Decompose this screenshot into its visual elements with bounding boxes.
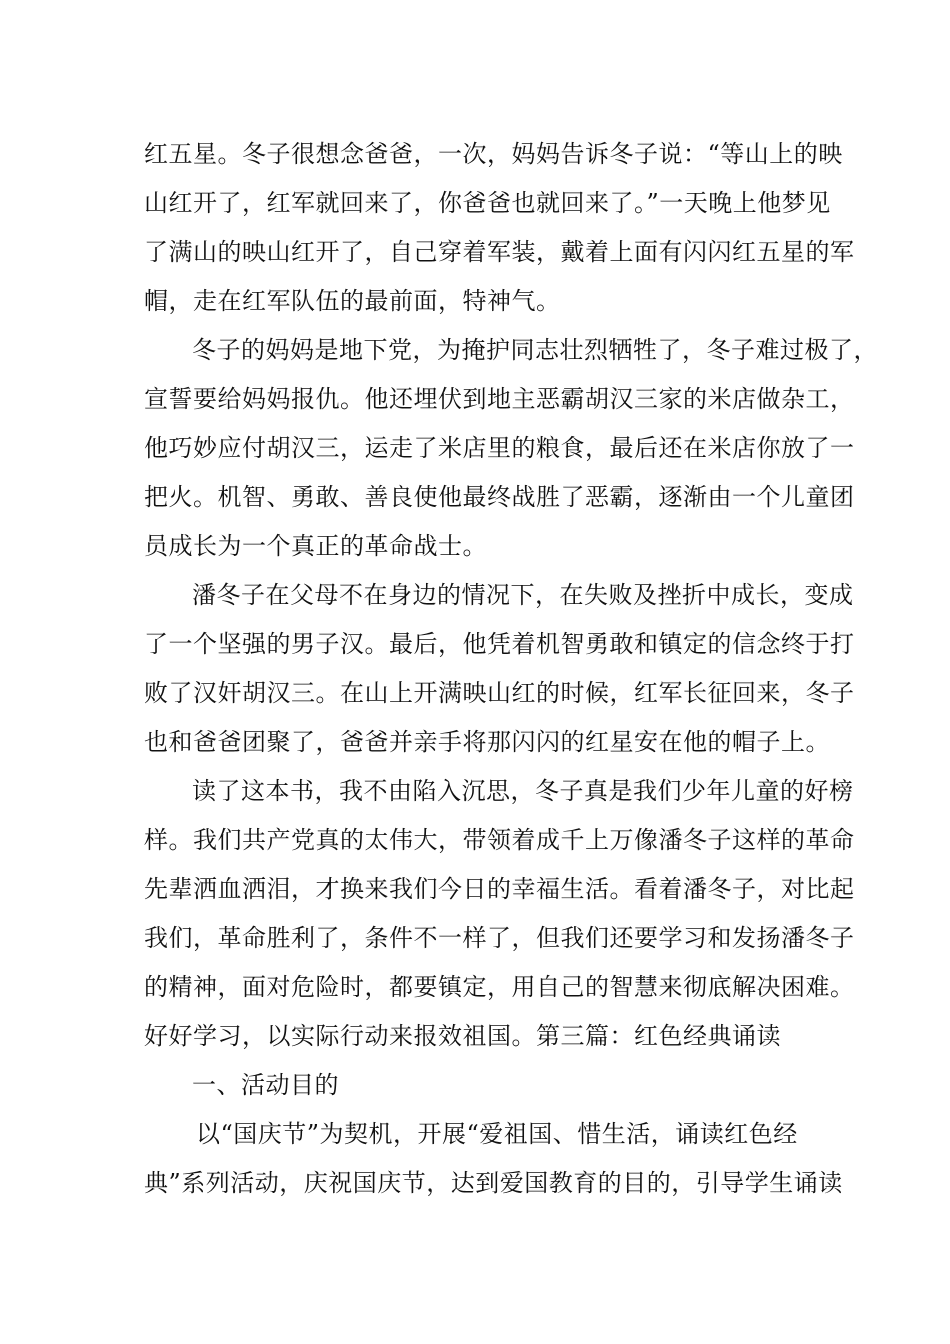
text-line: 败了汉奸胡汉三。在山上开满映山红的时候，红军长征回来，冬子 — [144, 679, 855, 707]
text-line: 宣誓要给妈妈报仇。他还埋伏到地主恶霸胡汉三家的米店做杂工， — [144, 385, 855, 413]
text-line: 员成长为一个真正的革命战士。 — [144, 532, 487, 560]
text-line: 山红开了，红军就回来了，你爸爸也就回来了。”一天晚上他梦见 — [144, 189, 831, 217]
text-line: 典”系列活动，庆祝国庆节，达到爱国教育的目的，引导学生诵读 — [144, 1169, 843, 1197]
text-line: 的精神，面对危险时，都要镇定，用自己的智慧来彻底解决困难。 — [144, 973, 855, 1001]
text-line: 了一个坚强的男子汉。最后，他凭着机智勇敢和镇定的信念终于打 — [144, 630, 855, 658]
paragraph-start-line: 读了这本书，我不由陷入沉思，冬子真是我们少年儿童的好榜 — [192, 777, 854, 805]
text-line: 也和爸爸团聚了，爸爸并亲手将那闪闪的红星安在他的帽子上。 — [144, 728, 830, 756]
text-line: 先辈洒血洒泪，才换来我们今日的幸福生活。看着潘冬子，对比起 — [144, 875, 855, 903]
text-line: 好好学习，以实际行动来报效祖国。第三篇：红色经典诵读 — [144, 1022, 781, 1050]
section-heading: 一、活动目的 — [192, 1071, 339, 1099]
paragraph-start-line: 冬子的妈妈是地下党，为掩护同志壮烈牺牲了，冬子难过极了， — [192, 336, 878, 364]
text-line: 了满山的映山红开了，自己穿着军装，戴着上面有闪闪红五星的军 — [144, 238, 855, 266]
body-text — [144, 130, 878, 1208]
text-line: 我们，革命胜利了，条件不一样了，但我们还要学习和发扬潘冬子 — [144, 924, 855, 952]
paragraph-start-line: 潘冬子在父母不在身边的情况下，在失败及挫折中成长，变成 — [192, 581, 854, 609]
text-line: 帽，走在红军队伍的最前面，特神气。 — [144, 287, 561, 315]
text-line: 他巧妙应付胡汉三，运走了米店里的粮食，最后还在米店你放了一 — [144, 434, 855, 462]
paragraph-start-line: 以“国庆节”为契机，开展“爱祖国、惜生活，诵读红色经 — [196, 1120, 798, 1148]
text-line: 样。我们共产党真的太伟大，带领着成千上万像潘冬子这样的革命 — [144, 826, 855, 854]
text-line: 红五星。冬子很想念爸爸，一次，妈妈告诉冬子说：“等山上的映 — [144, 140, 843, 168]
text-line: 把火。机智、勇敢、善良使他最终战胜了恶霸，逐渐由一个儿童团 — [144, 483, 855, 511]
